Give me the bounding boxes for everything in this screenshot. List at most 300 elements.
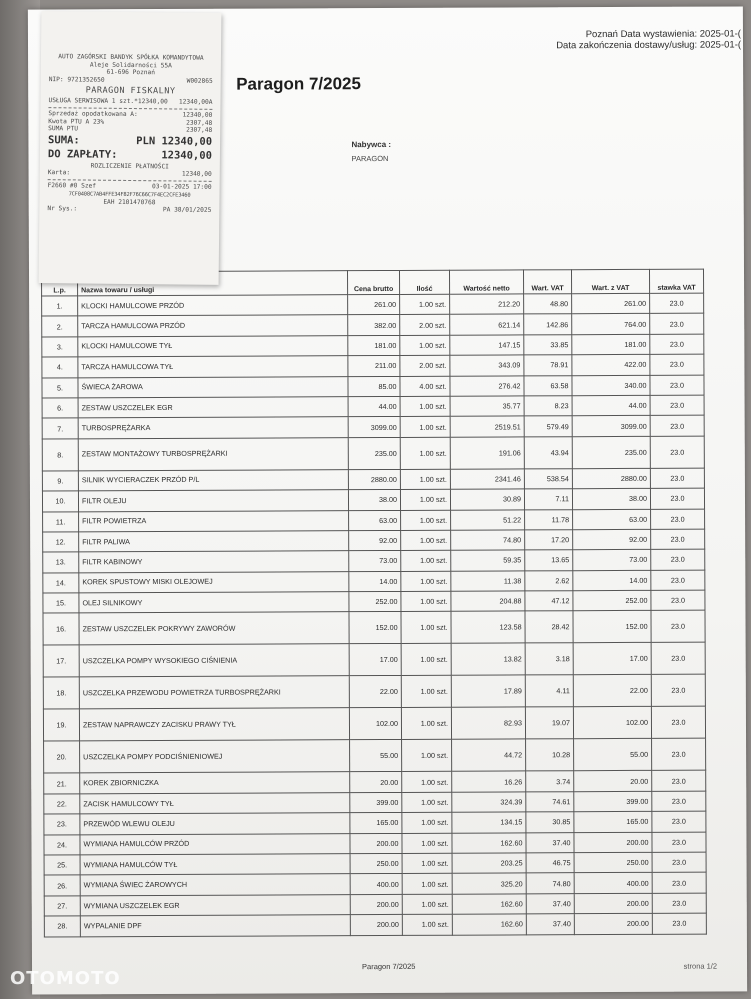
row-lp: 6. (42, 398, 78, 419)
row-lp: 10. (42, 491, 78, 512)
row-net-value: 134.15 (452, 812, 526, 833)
table-row (43, 570, 705, 593)
row-qty: 1.00 szt. (402, 772, 452, 793)
row-vat-value: 10.28 (526, 739, 574, 771)
row-vat-rate: 23.0 (651, 549, 705, 570)
row-qty: 1.00 szt. (401, 644, 451, 676)
row-gross-value: 399.00 (574, 791, 652, 812)
row-gross-price: 3099.00 (348, 417, 400, 438)
row-qty: 1.00 szt. (400, 437, 450, 469)
row-net-value: 59.35 (451, 550, 525, 571)
receipt-nip: NIP: 9721352650 (48, 75, 105, 84)
receipt-item-name: USŁUGA SERWISOWA 1 szt.*12340,00 (48, 97, 168, 106)
table-row (44, 791, 706, 814)
header-vat-rate: stawka VAT (649, 269, 703, 293)
row-vat-rate: 23.0 (652, 811, 706, 832)
row-net-value: 17.89 (451, 675, 525, 707)
row-vat-value: 63.58 (524, 375, 572, 396)
row-lp: 12. (43, 532, 79, 553)
table-row (44, 771, 706, 794)
receipt-settlement: ROZLICZENIE PŁATNOŚCI (90, 162, 169, 171)
row-qty: 1.00 szt. (402, 812, 452, 833)
row-vat-value: 2.62 (525, 570, 573, 591)
receipt-vat-label: Kwota PTU A 23% (48, 117, 105, 126)
row-gross-price: 44.00 (348, 396, 400, 417)
row-net-value: 204.88 (451, 591, 525, 612)
row-name: TARCZA HAMULCOWA PRZÓD (78, 315, 348, 337)
row-qty: 1.00 szt. (402, 874, 452, 895)
row-lp: 14. (43, 573, 79, 594)
receipt-sum-ptu-label: SUMA PTU (48, 125, 79, 133)
row-lp: 23. (44, 814, 80, 835)
row-vat-rate: 23.0 (652, 893, 706, 914)
row-lp: 24. (44, 834, 80, 855)
row-name: WYMIANA ŚWIEC ŻAROWYCH (80, 874, 350, 896)
table-row (43, 590, 705, 613)
receipt-sum-ptu-value: 2307,48 (186, 126, 213, 135)
row-vat-value: 4.11 (525, 675, 573, 707)
row-lp: 16. (43, 613, 79, 645)
row-gross-value: 63.00 (573, 509, 651, 530)
table-row (44, 873, 706, 896)
receipt-sale-value: 12340,00 (182, 111, 213, 119)
row-name: ZESTAW NAPRAWCZY ZACISKU PRAWY TYŁ (79, 708, 349, 741)
row-lp: 18. (43, 677, 79, 709)
table-row (44, 852, 706, 875)
row-vat-value: 37.40 (526, 832, 574, 853)
receipt-pay-row (48, 148, 212, 163)
row-vat-rate: 23.0 (651, 675, 705, 707)
row-qty: 1.00 szt. (401, 530, 451, 551)
row-gross-value: 181.00 (572, 334, 650, 355)
receipt-sys-row (47, 205, 211, 214)
row-name: USZCZELKA POMPY PODCIŚNIENIOWEJ (80, 740, 350, 773)
row-gross-price: 2880.00 (348, 469, 400, 490)
row-gross-price: 250.00 (350, 853, 402, 874)
header-vat-value: Wart. VAT (523, 270, 571, 294)
row-name: ZESTAW MONTAŻOWY TURBOSPRĘŻARKI (78, 437, 348, 470)
row-gross-price: 165.00 (350, 813, 402, 834)
row-vat-value: 13.65 (525, 550, 573, 571)
row-vat-rate: 23.0 (650, 375, 704, 396)
table-row (43, 643, 705, 678)
receipt-hash: 7CF0408C7AB4FFE34F82F76C66C7F4EC2CFE3460 (68, 190, 191, 199)
row-lp: 3. (42, 337, 78, 358)
row-name: KLOCKI HAMULCOWE PRZÓD (78, 295, 348, 317)
row-gross-price: 55.00 (350, 740, 402, 772)
row-lp: 5. (42, 377, 78, 398)
row-net-value: 16.26 (452, 771, 526, 792)
row-vat-rate: 23.0 (652, 852, 706, 873)
row-name: OLEJ SILNIKOWY (79, 592, 349, 614)
row-name: TURBOSPRĘŻARKA (78, 417, 348, 439)
row-lp: 1. (42, 296, 78, 317)
row-name: KOREK SPUSTOWY MISKI OLEJOWEJ (79, 571, 349, 593)
row-gross-price: 200.00 (350, 894, 402, 915)
row-gross-price: 22.00 (349, 676, 401, 708)
table-row (44, 913, 706, 936)
row-gross-value: 92.00 (573, 529, 651, 550)
table-row (42, 314, 704, 337)
row-vat-rate: 23.0 (651, 570, 705, 591)
row-qty: 1.00 szt. (401, 551, 451, 572)
row-vat-rate: 23.0 (650, 334, 704, 355)
row-net-value: 35.77 (450, 396, 524, 417)
row-vat-rate: 23.0 (650, 436, 704, 468)
row-vat-rate: 23.0 (650, 293, 704, 314)
row-lp: 8. (42, 439, 78, 471)
row-qty: 4.00 szt. (400, 376, 450, 397)
table-row (44, 739, 706, 774)
receipt-datetime: 03-01-2025 17:00 (151, 183, 212, 191)
receipt-sys-value: PA 38/01/2025 (162, 206, 212, 214)
row-net-value: 51.22 (451, 509, 525, 530)
row-vat-value: 37.40 (526, 894, 574, 915)
row-qty: 1.00 szt. (401, 676, 451, 708)
row-gross-value: 340.00 (572, 375, 650, 396)
row-qty: 1.00 szt. (401, 591, 451, 612)
row-gross-value: 261.00 (572, 293, 650, 314)
row-net-value: 621.14 (450, 314, 524, 335)
header-net-value: Wartość netto (449, 270, 523, 294)
document-dates (556, 28, 741, 51)
row-net-value: 343.09 (450, 355, 524, 376)
row-lp: 4. (42, 357, 78, 378)
row-gross-price: 211.00 (348, 356, 400, 377)
row-gross-value: 20.00 (574, 771, 652, 792)
row-vat-rate: 23.0 (651, 643, 705, 675)
row-qty: 1.00 szt. (400, 417, 450, 438)
table-row (44, 811, 706, 834)
row-gross-value: 17.00 (573, 643, 651, 675)
row-gross-price: 73.00 (349, 551, 401, 572)
row-qty: 1.00 szt. (402, 740, 452, 772)
receipt-total-row (48, 134, 212, 149)
row-lp: 26. (44, 875, 80, 896)
row-vat-rate: 23.0 (652, 771, 706, 792)
row-net-value: 162.60 (452, 914, 526, 935)
row-net-value: 30.89 (450, 489, 524, 510)
table-row (42, 415, 704, 438)
row-vat-rate: 23.0 (651, 590, 705, 611)
row-vat-rate: 23.0 (650, 354, 704, 375)
receipt-total-label: SUMA: (48, 133, 80, 147)
row-net-value: 162.60 (452, 894, 526, 915)
table-row (43, 707, 705, 742)
row-gross-value: 14.00 (573, 570, 651, 591)
row-vat-value: 43.94 (524, 436, 572, 468)
issue-date: Poznań Data wystawienia: 2025-01-( (585, 28, 741, 41)
row-gross-price: 200.00 (350, 915, 402, 936)
row-name: USZCZELKA POMPY WYSOKIEGO CIŚNIENIA (79, 644, 349, 677)
row-vat-value: 48.80 (524, 294, 572, 315)
row-gross-price: 252.00 (349, 592, 401, 613)
table-row (43, 611, 705, 646)
row-qty: 1.00 szt. (401, 708, 451, 740)
fiscal-receipt (39, 11, 222, 285)
row-gross-price: 63.00 (349, 510, 401, 531)
row-net-value: 74.80 (451, 530, 525, 551)
receipt-number: W002865 (186, 77, 213, 85)
row-vat-value: 37.40 (526, 914, 574, 935)
row-gross-value: 55.00 (574, 739, 652, 771)
receipt-street: Aleje Solidarności 55A (89, 61, 172, 70)
row-name: TARCZA HAMULCOWA TYŁ (78, 356, 348, 378)
row-qty: 1.00 szt. (401, 571, 451, 592)
row-name: FILTR POWIETRZA (79, 510, 349, 532)
row-net-value: 13.82 (451, 643, 525, 675)
row-gross-value: 250.00 (574, 852, 652, 873)
row-gross-value: 200.00 (574, 832, 652, 853)
row-name: USZCZELKA PRZEWODU POWIETRZA TURBOSPRĘŻARKI (79, 676, 349, 709)
receipt-card-label: Karta: (47, 169, 71, 177)
row-name: ZACISK HAMULCOWY TYŁ (80, 793, 350, 815)
row-vat-value: 47.12 (525, 591, 573, 612)
row-net-value: 162.60 (452, 833, 526, 854)
row-qty: 2.00 szt. (400, 315, 450, 336)
row-name: ŚWIECA ŻAROWA (78, 376, 348, 398)
receipt-pay-label: DO ZAPŁATY: (47, 147, 118, 161)
footer-doc-ref: Paragon 7/2025 (362, 961, 416, 972)
table-row (42, 488, 704, 511)
row-gross-price: 14.00 (349, 571, 401, 592)
receipt-city: 61-696 Poznań (106, 68, 156, 77)
header-gross-price: Cena brutto (347, 270, 399, 294)
row-name: KOREK ZBIORNICZKA (80, 772, 350, 794)
row-name: FILTR PALIWA (79, 531, 349, 553)
table-row (43, 529, 705, 552)
row-gross-value: 165.00 (574, 812, 652, 833)
table-row (44, 832, 706, 855)
row-gross-price: 92.00 (349, 530, 401, 551)
row-vat-rate: 23.0 (652, 873, 706, 894)
row-vat-rate: 23.0 (652, 739, 706, 771)
row-gross-value: 2880.00 (572, 468, 650, 489)
row-vat-rate: 23.0 (651, 529, 705, 550)
row-name: WYMIANA USZCZELEK EGR (80, 894, 350, 916)
row-net-value: 11.38 (451, 571, 525, 592)
row-gross-value: 400.00 (574, 873, 652, 894)
row-gross-price: 261.00 (348, 294, 400, 315)
row-qty: 1.00 szt. (401, 612, 451, 644)
receipt-total-value: PLN 12340,00 (136, 134, 213, 148)
receipt-cashier: F2660 #0 Szef (47, 182, 97, 190)
row-net-value: 276.42 (450, 375, 524, 396)
row-vat-rate: 23.0 (650, 314, 704, 335)
row-gross-value: 422.00 (572, 355, 650, 376)
row-vat-value: 78.91 (524, 355, 572, 376)
row-lp: 27. (44, 896, 80, 917)
row-vat-value: 17.20 (525, 530, 573, 551)
row-net-value: 147.15 (450, 335, 524, 356)
row-gross-price: 181.00 (348, 335, 400, 356)
row-vat-value: 142.86 (524, 314, 572, 335)
row-qty: 1.00 szt. (400, 489, 450, 510)
row-vat-value: 579.49 (524, 416, 572, 437)
receipt-vat-value: 2307,48 (186, 119, 213, 127)
row-gross-price: 382.00 (348, 315, 400, 336)
footer-page-number: strona 1/2 (683, 961, 718, 971)
row-gross-value: 22.00 (573, 675, 651, 707)
row-gross-value: 152.00 (573, 611, 651, 643)
table-row (42, 375, 704, 398)
receipt-doc-title: PARAGON FISKALNY (85, 85, 176, 97)
row-name: FILTR KABINOWY (79, 551, 349, 573)
table-row (42, 395, 704, 418)
row-qty: 1.00 szt. (400, 396, 450, 417)
table-row (44, 893, 706, 916)
row-net-value: 203.25 (452, 853, 526, 874)
row-vat-value: 46.75 (526, 853, 574, 874)
row-gross-price: 235.00 (348, 437, 400, 469)
header-name: Nazwa towaru / usługi (77, 271, 347, 296)
receipt-item-row (48, 98, 212, 107)
row-vat-rate: 23.0 (650, 395, 704, 416)
row-vat-rate: 23.0 (650, 415, 704, 436)
row-lp: 20. (44, 741, 80, 773)
table-body (42, 293, 707, 936)
buyer-label: Nabywca : (351, 139, 392, 150)
row-net-value: 191.06 (450, 437, 524, 469)
row-gross-value: 764.00 (572, 314, 650, 335)
row-name: WYPALANIE DPF (80, 915, 350, 937)
row-vat-value: 19.07 (525, 707, 573, 739)
row-vat-value: 3.74 (526, 771, 574, 792)
table-row (43, 549, 705, 572)
items-table (41, 269, 707, 937)
row-name: PRZEWÓD WLEWU OLEJU (80, 813, 350, 835)
row-name: ZESTAW USZCZELEK POKRYWY ZAWORÓW (79, 612, 349, 645)
row-vat-value: 3.18 (525, 643, 573, 675)
row-lp: 21. (44, 773, 80, 794)
row-lp: 25. (44, 855, 80, 876)
row-qty: 2.00 szt. (400, 355, 450, 376)
row-name: SILNIK WYCIERACZEK PRZÓD P/L (78, 469, 348, 491)
row-qty: 1.00 szt. (402, 853, 452, 874)
row-gross-value: 38.00 (572, 488, 650, 509)
receipt-pay-value: 12340,00 (161, 149, 212, 162)
row-vat-value: 33.85 (524, 334, 572, 355)
row-lp: 17. (43, 645, 79, 677)
row-vat-rate: 23.0 (651, 611, 705, 643)
header-lp: L.p. (41, 272, 77, 296)
row-qty: 1.00 szt. (400, 335, 450, 356)
delivery-date: Data zakończenia dostawy/usług: 2025-01-( (556, 39, 742, 52)
row-vat-value: 538.54 (524, 468, 572, 489)
document-title: Paragon 7/2025 (236, 74, 361, 94)
row-lp: 9. (42, 471, 78, 492)
row-qty: 1.00 szt. (402, 914, 452, 935)
row-gross-value: 200.00 (574, 914, 652, 935)
row-lp: 7. (42, 418, 78, 439)
row-vat-rate: 23.0 (651, 707, 705, 739)
row-vat-value: 74.80 (526, 873, 574, 894)
row-name: WYMIANA HAMULCÓW PRZÓD (80, 833, 350, 855)
receipt-item-total: 12340,00A (178, 98, 213, 107)
header-gross-value: Wart. z VAT (571, 269, 649, 293)
table-row (43, 675, 705, 710)
row-net-value: 2519.51 (450, 416, 524, 437)
row-qty: 1.00 szt. (400, 294, 450, 315)
row-gross-value: 44.00 (572, 395, 650, 416)
row-vat-value: 11.78 (525, 509, 573, 530)
row-net-value: 212.20 (450, 294, 524, 315)
row-gross-price: 17.00 (349, 644, 401, 676)
row-net-value: 325.20 (452, 873, 526, 894)
row-vat-rate: 23.0 (652, 913, 706, 934)
row-lp: 28. (44, 916, 80, 937)
row-net-value: 82.93 (451, 707, 525, 739)
row-qty: 1.00 szt. (402, 792, 452, 813)
row-lp: 11. (43, 511, 79, 532)
row-gross-price: 399.00 (350, 792, 402, 813)
table-row (42, 334, 704, 357)
row-vat-value: 30.85 (526, 812, 574, 833)
row-vat-rate: 23.0 (650, 468, 704, 489)
table-row (42, 468, 704, 491)
receipt-card-row (48, 169, 212, 178)
row-name: KLOCKI HAMULCOWE TYŁ (78, 335, 348, 357)
header-qty: Ilość (399, 270, 449, 294)
row-qty: 1.00 szt. (400, 469, 450, 490)
row-gross-price: 200.00 (350, 833, 402, 854)
row-net-value: 44.72 (452, 739, 526, 771)
receipt-sale-label: Sprzedaż opodatkowana A: (48, 110, 138, 119)
row-gross-price: 85.00 (348, 376, 400, 397)
row-gross-price: 152.00 (349, 612, 401, 644)
row-name: FILTR OLEJU (78, 490, 348, 512)
row-net-value: 123.58 (451, 611, 525, 643)
row-gross-price: 38.00 (348, 490, 400, 511)
row-net-value: 2341.46 (450, 469, 524, 490)
row-gross-price: 400.00 (350, 874, 402, 895)
table-row (42, 354, 704, 377)
table-row (42, 436, 704, 471)
row-lp: 15. (43, 593, 79, 614)
row-lp: 2. (42, 316, 78, 337)
row-gross-value: 102.00 (573, 707, 651, 739)
row-gross-price: 102.00 (349, 708, 401, 740)
row-vat-value: 7.11 (524, 489, 572, 510)
table-row (43, 509, 705, 532)
row-gross-value: 200.00 (574, 893, 652, 914)
row-vat-value: 28.42 (525, 611, 573, 643)
row-lp: 13. (43, 552, 79, 573)
row-qty: 1.00 szt. (402, 833, 452, 854)
receipt-sys-label: Nr Sys.: (47, 205, 78, 213)
buyer-name: PARAGON (351, 153, 389, 164)
row-qty: 1.00 szt. (402, 894, 452, 915)
row-gross-value: 73.00 (573, 550, 651, 571)
otomoto-watermark: OTOMOTO (10, 968, 121, 989)
receipt-device: EAH 2101470768 (103, 198, 156, 206)
row-gross-value: 3099.00 (572, 416, 650, 437)
receipt-company: AUTO ZAGÓRSKI BANDYK SPÓŁKA KOMANDYTOWA (58, 53, 204, 62)
row-vat-value: 8.23 (524, 396, 572, 417)
row-qty: 1.00 szt. (401, 510, 451, 531)
row-vat-rate: 23.0 (652, 791, 706, 812)
row-gross-value: 235.00 (572, 436, 650, 468)
row-net-value: 324.39 (452, 792, 526, 813)
row-gross-value: 252.00 (573, 590, 651, 611)
row-name: ZESTAW USZCZELEK EGR (78, 397, 348, 419)
row-vat-value: 74.61 (526, 792, 574, 813)
row-gross-price: 20.00 (350, 772, 402, 793)
row-vat-rate: 23.0 (651, 509, 705, 530)
row-name: WYMIANA HAMULCÓW TYŁ (80, 854, 350, 876)
row-lp: 22. (44, 794, 80, 815)
row-lp: 19. (43, 709, 79, 741)
